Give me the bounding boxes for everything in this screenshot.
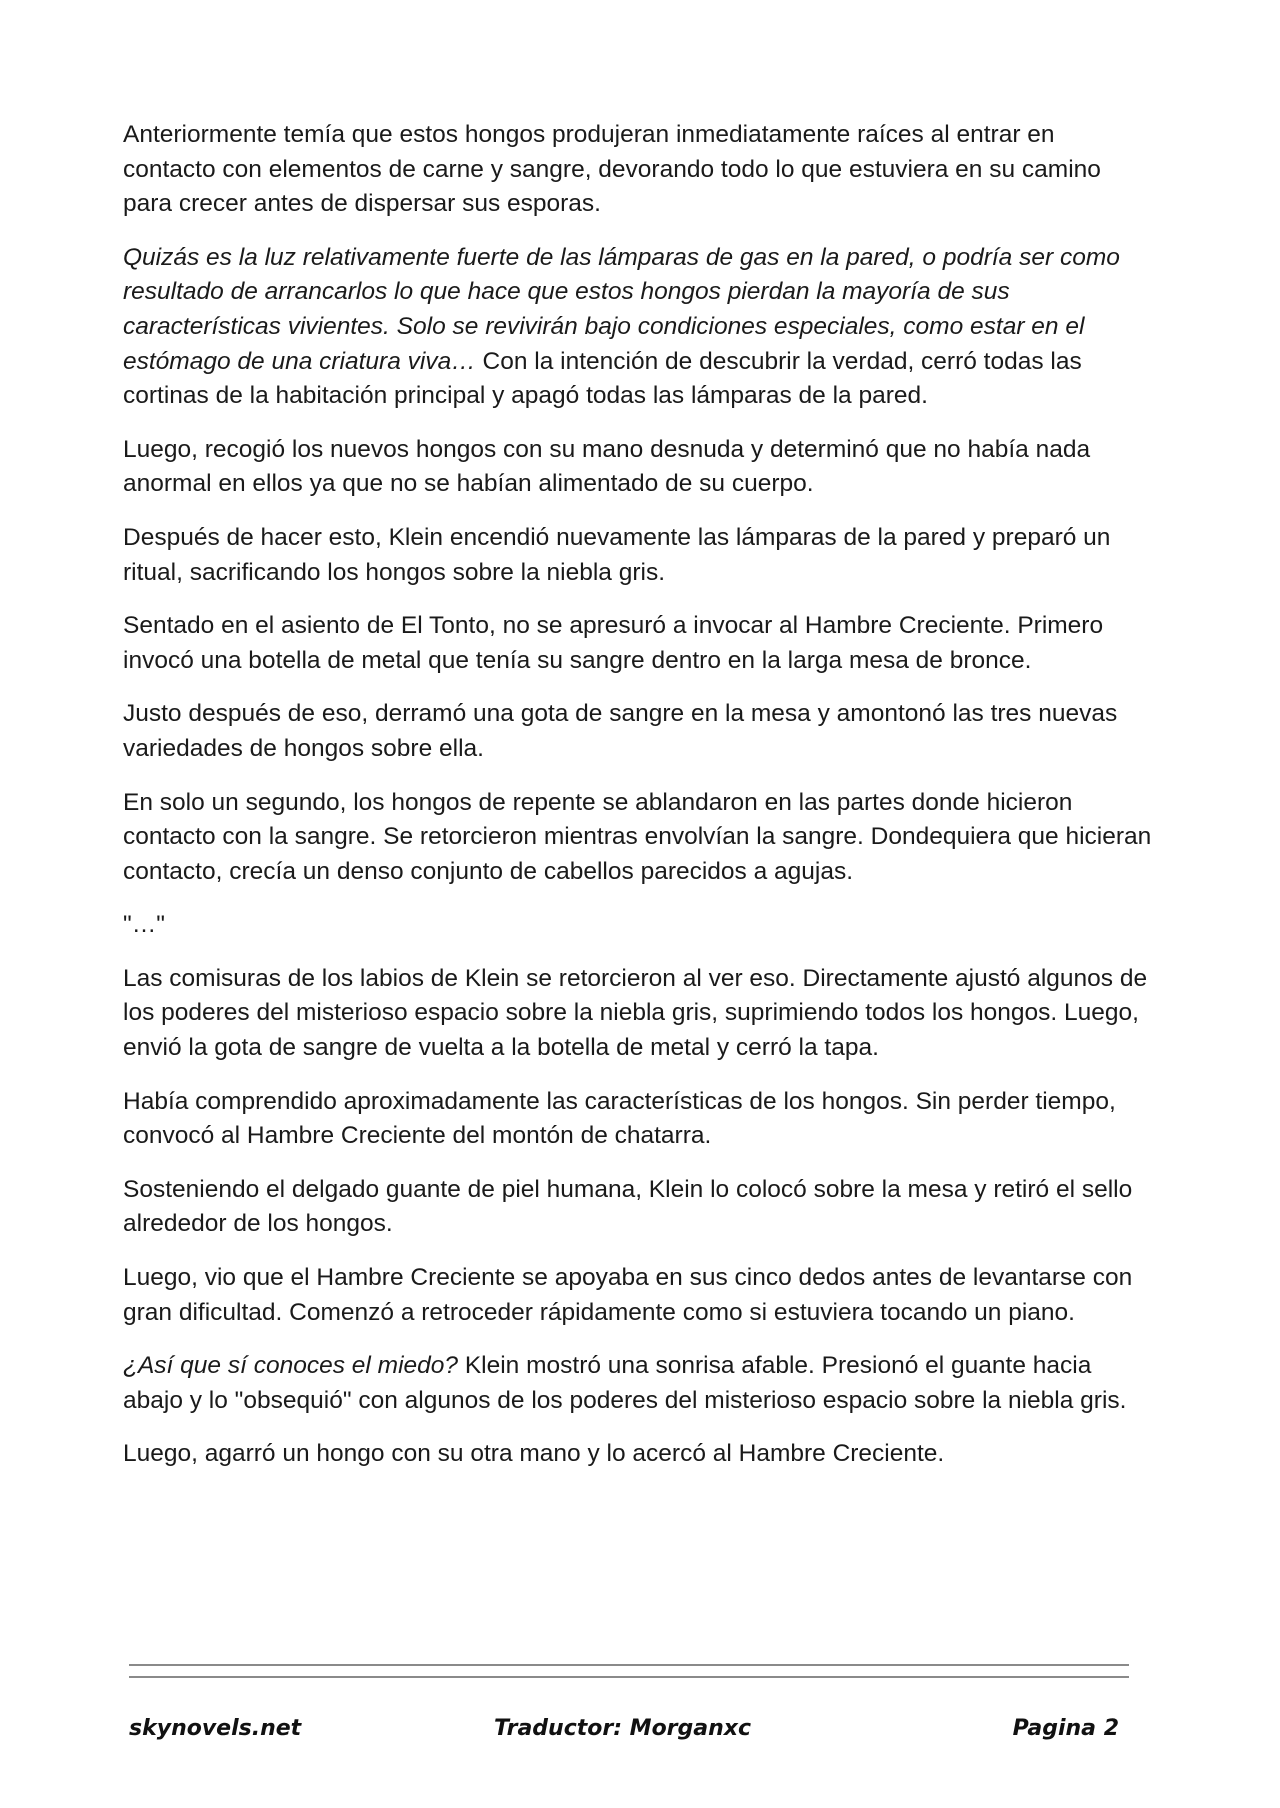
paragraph [123,433,1153,502]
paragraph-segment: Con la intención de descubrir la verdad, cerró todas las cortinas de la habitación principal y apagó todas las lámparas de la pared. [123,347,1082,410]
paragraph-segment: Luego, recogió los nuevos hongos con su mano desnuda y determinó que no había nada anormal en ellos ya que no se habían alimentado de su cuerpo. [123,435,1091,498]
paragraph-segment: "…" [123,911,165,939]
paragraph [123,697,1153,766]
paragraph [123,521,1153,590]
paragraph-segment: Sosteniendo el delgado guante de piel humana, Klein lo colocó sobre la mesa y retiró el sello alrededor de los hongos. [123,1175,1133,1238]
paragraph-segment: Luego, vio que el Hambre Creciente se apoyaba en sus cinco dedos antes de levantarse con gran dificultad. Comenzó a retroceder rápidamente como si estuviera tocando un piano. [123,1264,1133,1326]
paragraph-segment: Justo después de eso, derramó una gota de sangre en la mesa y amontonó las tres nuevas variedades de hongos sobre ella. [123,700,1118,762]
paragraph-segment: Las comisuras de los labios de Klein se retorcieron al ver eso. Directamente ajustó algunos de los poderes del misterioso espacio sobre la niebla gris, suprimiendo todos los hongos. Luego, envió la gota de sangre de vuelta a la botella de metal y cerró la tapa. [123,964,1148,1062]
document-body [123,118,1153,1491]
paragraph [123,1349,1153,1418]
paragraph [123,1437,1153,1472]
paragraph-segment: Después de hacer esto, Klein encendió nuevamente las lámparas de la pared y preparó un ritual, sacrificando los hongos sobre la niebla gris. [123,523,1111,586]
paragraph [123,609,1153,678]
footer-translator: Traductor: Morganxc [494,1716,752,1741]
paragraph [123,118,1153,222]
footer-page-number: Pagina 2 [1012,1716,1119,1741]
paragraph [123,1085,1153,1154]
paragraph [123,1261,1153,1330]
footer-site-name: skynovels.net [129,1716,302,1741]
paragraph [123,908,1153,943]
footer-rule-top [129,1664,1129,1666]
paragraph [123,786,1153,890]
paragraph-italic-segment: Quizás es la luz relativamente fuerte de las lámparas de gas en la pared, o podría ser como resultado de arrancarlos lo que hace que estos hongos pierdan la mayoría de sus características vivientes. Solo se revivirán bajo condiciones especiales, como estar en el estómago de una criatura viva… [123,243,1120,375]
footer-rule-bottom [129,1676,1129,1678]
page-footer [129,1716,1119,1748]
footer-divider [129,1664,1129,1678]
paragraph-segment: Klein mostró una sonrisa afable. Presionó el guante hacia abajo y lo "obsequió" con algunos de los poderes del misterioso espacio sobre la niebla gris. [123,1352,1127,1414]
paragraph-segment: Sentado en el asiento de El Tonto, no se apresuró a invocar al Hambre Creciente. Primero invocó una botella de metal que tenía su sangre dentro en la larga mesa de bronce. [123,612,1104,674]
paragraph-segment: Luego, agarró un hongo con su otra mano y lo acercó al Hambre Creciente. [123,1440,945,1468]
paragraph-segment: En solo un segundo, los hongos de repente se ablandaron en las partes donde hicieron contacto con la sangre. Se retorcieron mientras envolvían la sangre. Dondequiera que hicieran contacto, crecía un denso conjunto de cabellos parecidos a agujas. [123,788,1152,885]
paragraph-segment: Anteriormente temía que estos hongos produjeran inmediatamente raíces al entrar en contacto con elementos de carne y sangre, devorando todo lo que estuviera en su camino para crecer antes de dispersar sus esporas. [123,121,1101,218]
paragraph [123,1173,1153,1242]
paragraph-segment: Había comprendido aproximadamente las características de los hongos. Sin perder tiempo, convocó al Hambre Creciente del montón de chatarra. [123,1087,1116,1150]
paragraph [123,962,1153,1066]
paragraph [123,241,1153,414]
paragraph-italic-segment: ¿Así que sí conoces el miedo? [123,1352,459,1380]
